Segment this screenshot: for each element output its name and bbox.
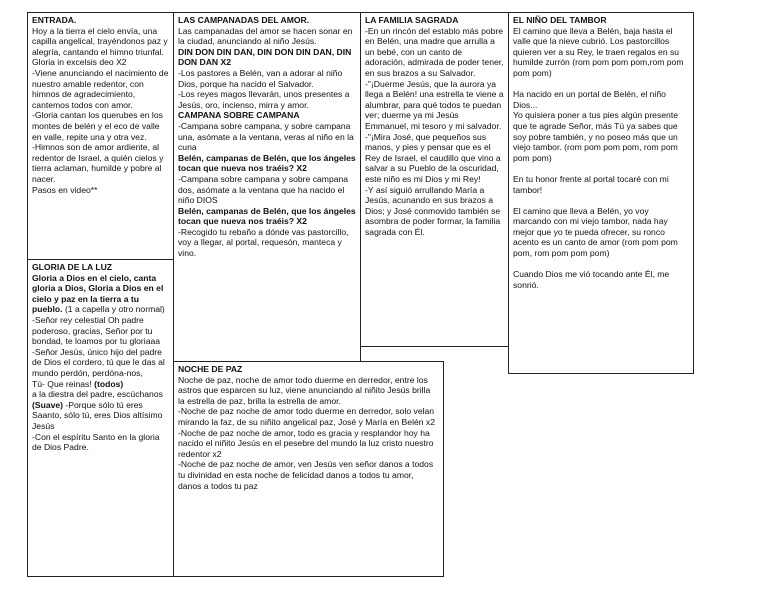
campana-line: -Campana sobre campana y sobre campana dos, asómate a la ventana que ha nacido el niño DIOS xyxy=(178,173,351,206)
gloria-line-bold: (Suave) xyxy=(32,399,64,410)
campanadas-title: LAS CAMPANADAS DEL AMOR. xyxy=(178,15,310,25)
tambor-line: En tu honor frente al portal tocaré con mi tambor! xyxy=(513,173,672,195)
noche-section xyxy=(173,361,444,577)
entrada-line: -Viene anunciando el nacimiento de nuestro amable redentor, con himnos de agradecimiento, cantemos todos con amor. xyxy=(32,67,171,110)
gloria-line: -Señor rey celestial Oh padre poderoso, gracias, Señor por tu bondad, te loamos por tu gloriaaa xyxy=(32,314,161,347)
paragraph-gap xyxy=(513,259,689,270)
gloria-intro-note: (1 a capella y otro normal) xyxy=(62,304,165,315)
entrada-line: Hoy a la tierra el cielo envía, una capilla angelical, trayéndonos paz y alegría, cantando el himno triunfal. xyxy=(32,25,171,57)
tambor-line: Cuando Dios me vió tocando ante Él, me sonrió. xyxy=(513,269,672,290)
gloria-line: -Con el espíritu Santo en la gloria de Dios Padre. xyxy=(32,431,162,453)
campanadas-line: -Los reyes magos llevarán, unos presentes a Jesús, oro, incienso, mirra y amor. xyxy=(178,89,352,110)
gloria-line-rest: -Porque sólo tú eres Saanto, sólo tú, eres Dios altísimo Jesús xyxy=(32,399,165,431)
gloria-line-bold: (todos) xyxy=(94,378,124,389)
campanadas-chorus: DIN DON DIN DAN, DIN DON DIN DAN, DIN DON DAN X2 xyxy=(178,46,354,68)
familia-line: -"¡Duerme Jesús, que la aurora ya llega a Belén! una estrella te viene a alumbrar, para qué todos te puedan ver; duerme ya mi Jesús Emmanuel, mi tesoro y mi salvador. xyxy=(365,78,506,131)
gloria-section xyxy=(27,259,174,577)
tambor-section xyxy=(508,12,694,374)
entrada-line: Gloria in excelsis deo X2 xyxy=(32,57,127,68)
familia-line: -"¡Mira José, que pequeños sus manos, y pies y pensar que es el Rey de Israel, el caudillo que vino a salvar a su Pueblo de la oscuridad, este niño es mi Dios y mi Rey! xyxy=(365,131,504,184)
campana-line: -Recogido tu rebaño a dónde vas pastorcillo, voy a llegar, al portal, requesón, manteca y vino. xyxy=(178,226,351,259)
gloria-line-pre: Tú- Que reinas! xyxy=(32,378,95,389)
tambor-title: EL NIÑO DEL TAMBOR xyxy=(513,15,607,25)
familia-line: -En un rincón del establo más pobre en Belén, una madre que arrulla a un bebé, con un canto de adoración, admirada de poder tener, en sus brazos a su Salvador. xyxy=(365,25,506,78)
tambor-line: Yo quisiera poner a tus pies algún presente que te agrade Señor, más Tú ya sabes que soy pobre también, y no poseo más que un viejo tambor. (rom pom pom pom, rom pom pom pom) xyxy=(513,110,681,163)
noche-line: -Noche de paz noche de amor, todo es gracia y resplandor hoy ha nacido el niñito Jesús en el pesebre del mundo la luz cristo nuestro redentor x2 xyxy=(178,427,436,459)
familia-line: -Y así siguió arrullando María a Jesús, acunando en sus brazos a Dios; y José conmovido también se asombra de poder formar, la familia sagrada con Él. xyxy=(365,184,503,237)
paragraph-gap xyxy=(513,195,689,206)
entrada-line: Pasos en video** xyxy=(32,184,98,195)
tambor-line: El camino que lleva a Belén, yo voy marcando con mi viejo tambor, nada hay mejor que yo te pueda ofrecer, su ronco acento es un canto de amor (rom pom pom pom, rom pom pom pom) xyxy=(513,205,681,259)
noche-title: NOCHE DE PAZ xyxy=(178,364,243,374)
tambor-line: El camino que lleva a Belén, baja hasta el valle que la nieve cubrió. Los pastorcillos quieren ver a su Rey, le traen regalos en su humilde zurrón (rom pom pom pom,rom pom pom pom) xyxy=(513,25,686,78)
paragraph-gap xyxy=(513,163,689,174)
noche-line: Noche de paz, noche de amor todo duerme en derredor, entre los astros que esparcen su luz, viene anunciando al niñito Jesús brilla la estrella de paz, brilla la estrella de amor. xyxy=(178,374,433,406)
noche-line: -Noche de paz noche de amor todo duerme en derredor, solo velan mirando la faz, de su niñito angelical paz, José y María en Belén x2 xyxy=(178,406,437,427)
tambor-line: Ha nacido en un portal de Belén, el niño Dios... xyxy=(513,89,669,110)
gloria-line xyxy=(32,400,169,432)
entrada-line: -Himnos son de amor ardiente, al redentor de Israel, a quién cielos y tierra aclaman, humilde y pobre al nacer. xyxy=(32,142,166,184)
campana-line: -Campana sobre campana, y sobre campana una, asómate a la ventana, veras al niño en la cuna xyxy=(178,120,357,153)
entrada-section xyxy=(27,12,174,260)
campanadas-line: Las campanadas del amor se hacen sonar en la ciudad, anunciando al niño Jesús. xyxy=(178,25,355,47)
noche-line: -Noche de paz noche de amor, ven Jesús ven señor danos a todos tu divinidad en esta noche de felicidad danos a todos tu amor, danos a todos tu paz xyxy=(178,459,436,491)
campana-chorus: Belén, campanas de Belén, que los ángeles tocan que nueva nos traéis? X2 xyxy=(178,152,359,174)
gloria-intro xyxy=(32,273,169,315)
campanadas-section xyxy=(173,12,361,362)
paragraph-gap xyxy=(513,79,689,90)
gloria-line xyxy=(32,379,169,390)
entrada-title: ENTRADA. xyxy=(32,15,77,25)
familia-title: LA FAMILIA SAGRADA xyxy=(365,15,459,25)
entrada-line: -Gloria cantan los querubes en los montes de belén y el eco de valle en valle, repite una y otra vez. xyxy=(32,110,166,142)
familia-section xyxy=(360,12,509,347)
campana-chorus: Belén, campanas de Belén, que los ángeles tocan que nueva nos traéis? X2 xyxy=(178,205,359,227)
gloria-line: a la diestra del padre, escúchanos xyxy=(32,389,163,400)
gloria-line: -Señor Jesús, único hijo del padre de Dios el cordero, tú que le das al mundo perdón, perdóna-nos, xyxy=(32,346,168,378)
gloria-intro-bold: Gloria a Dios en el cielo, canta gloria a Dios, Gloria a Dios en el cielo y paz en la tierra a tu pueblo. xyxy=(32,272,166,315)
campanadas-line: -Los pastores a Belén, van a adorar al niño Dios, porque ha nacido el Salvador. xyxy=(178,67,345,89)
gloria-title: GLORIA DE LA LUZ xyxy=(32,262,113,272)
campana-title: CAMPANA SOBRE CAMPANA xyxy=(178,110,300,121)
